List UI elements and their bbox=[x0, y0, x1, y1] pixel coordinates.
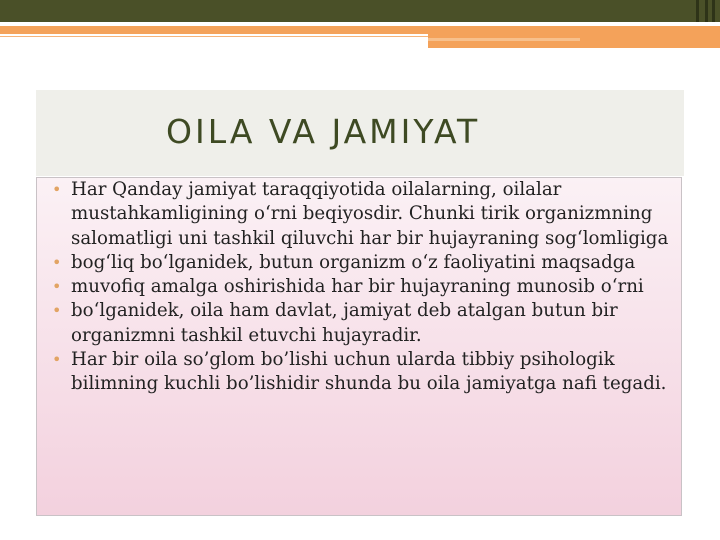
bullet-list bbox=[44, 178, 674, 397]
bullet-item bbox=[44, 178, 674, 251]
bullet-dot-icon: • bbox=[52, 180, 62, 199]
top-decorative-band bbox=[0, 0, 720, 22]
thin-accent-line bbox=[0, 36, 428, 37]
bullet-text: Har Qanday jamiyat taraqqiyotida oilalarning, oilalar mustahkamligining o‘rni beqiyosdir. Chunki tirik organizmning salomatligi uni tashkil qiluvchi har bir hujayraning sog‘lomligiga bbox=[71, 179, 669, 249]
slide-title: OILA VA JAMIYAT bbox=[166, 112, 481, 151]
orange-accent-tab bbox=[428, 26, 720, 48]
orange-accent-highlight bbox=[428, 38, 580, 41]
bullet-text: muvofiq amalga oshirishida har bir hujayraning munosib o‘rni bbox=[71, 276, 644, 298]
bullet-item bbox=[44, 275, 674, 299]
band-divider bbox=[696, 0, 699, 22]
bullet-item bbox=[44, 299, 674, 348]
bullet-text: bog‘liq bo‘lganidek, butun organizm o‘z faoliyatini maqsadga bbox=[71, 251, 636, 273]
bullet-dot-icon: • bbox=[52, 277, 62, 297]
bullet-text: bo‘lganidek, oila ham davlat, jamiyat deb atalgan butun bir organizmni tashkil etuvchi hujayradir. bbox=[71, 300, 618, 346]
bullet-dot-icon: • bbox=[52, 301, 62, 321]
band-divider bbox=[712, 0, 715, 22]
bullet-dot-icon: • bbox=[52, 350, 62, 370]
bullet-dot-icon: • bbox=[52, 252, 62, 272]
band-divider bbox=[705, 0, 708, 22]
bullet-item bbox=[44, 251, 674, 275]
bullet-item bbox=[44, 348, 674, 397]
bullet-text: Har bir oila so’glom bo’lishi uchun ularda tibbiy psihologik bilimning kuchli bo’lishidir shunda bu oila jamiyatga nafi tegadi. bbox=[71, 349, 667, 395]
